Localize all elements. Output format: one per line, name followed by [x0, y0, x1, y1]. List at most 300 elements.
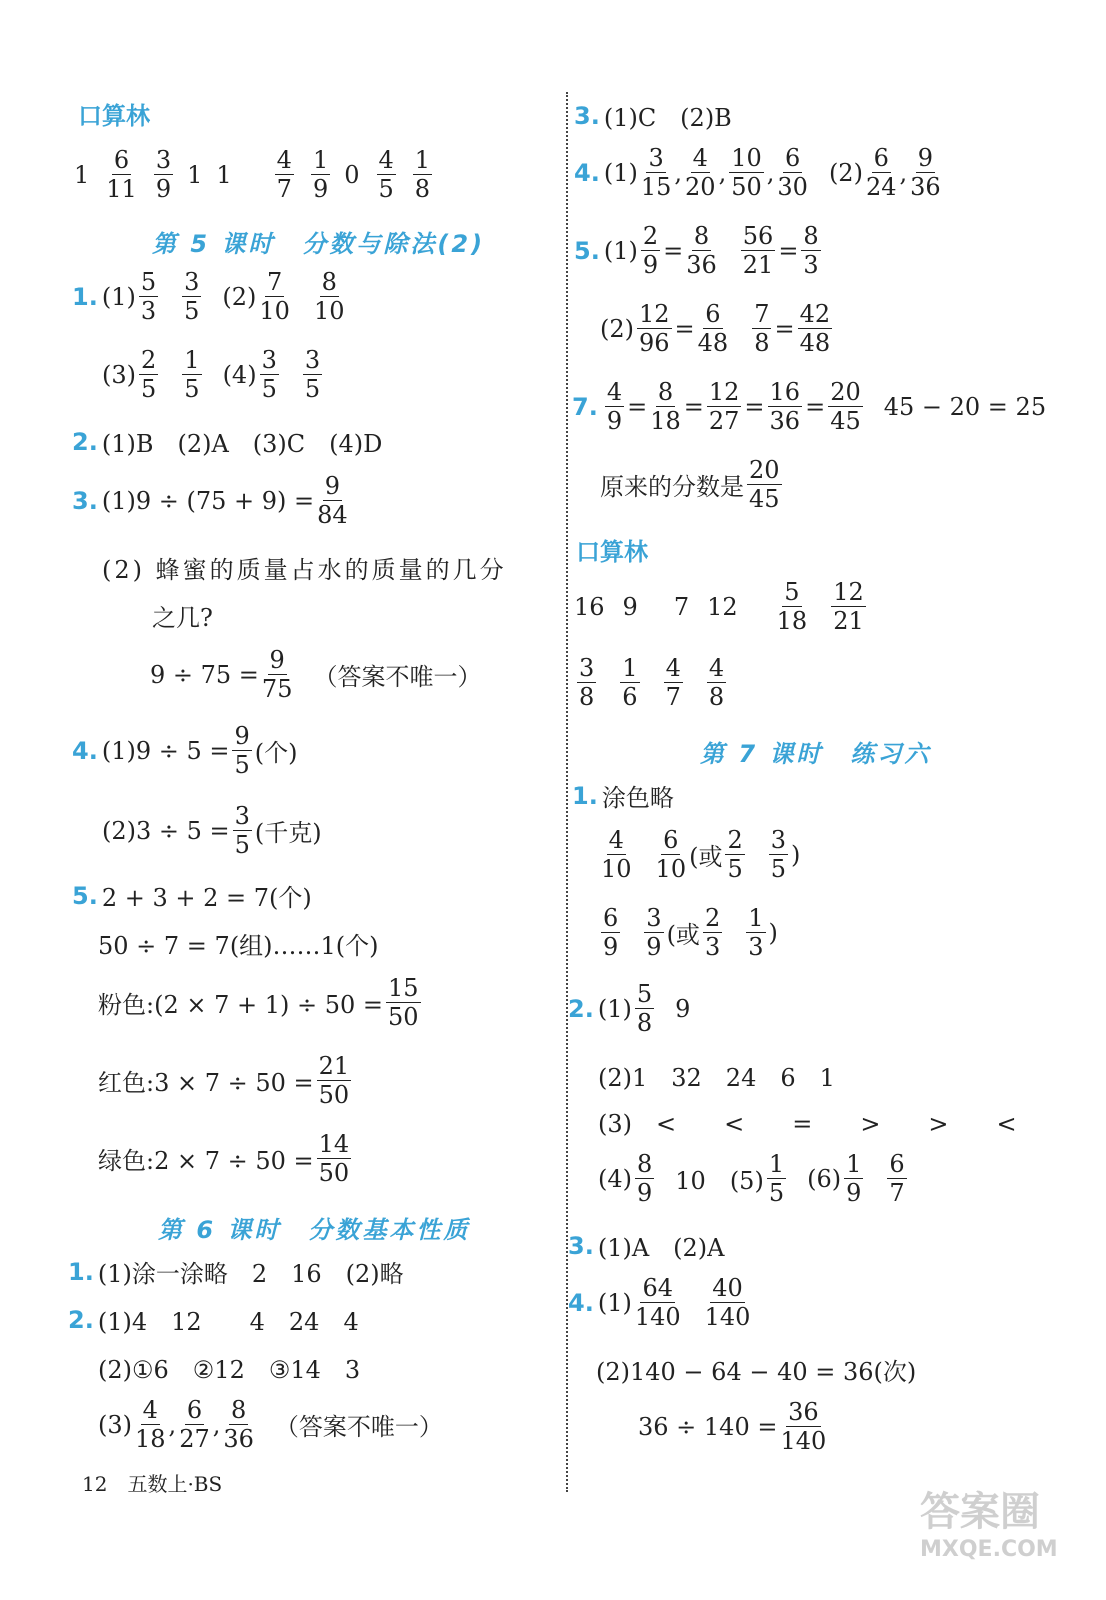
numerator: 6: [663, 826, 679, 854]
fraction: [413, 146, 432, 203]
kousuan-row2: [574, 654, 729, 711]
fraction: [303, 346, 322, 403]
answer-4: 4. (1) $\frac{3}{15}$ , $\frac{4}{20}$ , $\frac{10}{50}$ , $\frac{6}{30}$ (2) $\frac{6}{24}$ , $\frac{9}{36}$: [574, 144, 941, 201]
denominator: 50: [731, 173, 762, 201]
fraction: [801, 222, 820, 279]
answer-4-row2: [102, 802, 322, 859]
denominator: 3: [704, 933, 721, 961]
question-number: 1.: [572, 781, 598, 810]
fraction: [828, 378, 863, 435]
numerator: 3: [646, 904, 662, 932]
practice-4-row2: [596, 1352, 916, 1387]
fraction: [605, 378, 624, 435]
question-number: 2.: [68, 1305, 94, 1334]
fraction: [262, 646, 293, 703]
answer-5-row4: [98, 1052, 354, 1109]
denominator: 15: [640, 173, 672, 201]
numerator: 1: [312, 146, 329, 174]
denominator: 18: [650, 407, 681, 435]
denominator: 48: [799, 329, 831, 357]
answer-1-row2: [102, 346, 325, 403]
answer-text: (个): [254, 739, 298, 767]
numerator: 1: [846, 1150, 862, 1178]
answer-text: (1)A (2)A: [597, 1234, 725, 1262]
lesson6-answer-2-row1: [68, 1302, 359, 1337]
answer-text: (2)3 ÷ 5 =: [102, 816, 230, 845]
numerator: 14: [318, 1130, 350, 1158]
fraction: [698, 300, 729, 357]
denominator: 9: [637, 1179, 653, 1207]
fraction: [317, 1130, 352, 1187]
numerator: 3: [770, 826, 787, 854]
fraction: [386, 974, 421, 1031]
numerator: 64: [642, 1274, 673, 1302]
lesson6-title: 第 6 课时 分数基本性质: [158, 1216, 471, 1244]
denominator: 36: [686, 251, 717, 279]
part-label: (1): [597, 994, 632, 1023]
answer-5-row1: [72, 878, 312, 913]
fraction: [317, 1052, 352, 1109]
numerator: 20: [830, 378, 861, 406]
numerator: 9: [324, 472, 341, 500]
denominator: 7: [665, 683, 681, 711]
answer-text: 绿色:2 × 7 ÷ 50 =: [98, 1147, 314, 1175]
answer-text: (2)1 32 24 6 1: [598, 1064, 835, 1092]
kousuan-item: 16: [574, 592, 605, 621]
numerator: 10: [731, 144, 762, 172]
answer-text: 10 (5): [675, 1167, 764, 1195]
kousuan-item: 12: [707, 592, 738, 621]
denominator: 8: [708, 683, 725, 711]
denominator: 36: [769, 407, 801, 435]
question-number: 3.: [568, 1231, 594, 1260]
numerator: 8: [231, 1396, 247, 1424]
denominator: 3: [748, 933, 764, 961]
denominator: 9: [312, 175, 329, 203]
answer-text: 9: [675, 994, 691, 1023]
answer-text: (1)9 ÷ (75 + 9) =: [101, 486, 315, 515]
fraction: [232, 722, 251, 779]
numerator: 8: [803, 222, 819, 250]
numerator: 12: [708, 378, 740, 406]
answer-5-row2: (2) $\frac{12}{96}$ = $\frac{6}{48}$ $\frac{7}{8}$ = $\frac{42}{48}$: [600, 300, 831, 357]
numerator: 3: [234, 802, 250, 830]
fraction: [635, 980, 654, 1037]
question-number: 2.: [568, 994, 594, 1023]
answer-7-row2: [600, 456, 785, 513]
practice-4-row3: [638, 1398, 829, 1455]
kousuan-heading: 口算林: [78, 102, 150, 130]
answer-text: 涂色略: [601, 784, 674, 812]
question-number: 1.: [68, 1257, 94, 1286]
answer-5-row2: [98, 926, 379, 961]
denominator: 18: [135, 1425, 166, 1453]
fraction: [887, 1150, 906, 1207]
practice-1: [572, 778, 674, 813]
numerator: 40: [712, 1274, 743, 1302]
denominator: 45: [749, 485, 780, 513]
denominator: 5: [234, 751, 250, 779]
part-label: (1): [597, 1288, 632, 1317]
denominator: 10: [313, 297, 345, 325]
answer-3-row1: [72, 472, 351, 529]
practice-4-row1: [568, 1274, 753, 1331]
kousuan-row1: [574, 578, 869, 635]
question-number: 2.: [72, 427, 98, 456]
lesson7-title: 第 7 课时 练习六: [700, 740, 932, 768]
fraction: [635, 1150, 654, 1207]
lesson6-answer-2-row2: [98, 1350, 360, 1385]
denominator: 140: [634, 1303, 681, 1331]
question-number: 5.: [574, 236, 600, 265]
part-label: (3): [102, 360, 136, 389]
fraction: [769, 826, 788, 883]
fraction: [317, 472, 348, 529]
lesson6-answer-1: [68, 1254, 404, 1289]
answer-text: （答案不唯一）: [274, 1413, 443, 1441]
practice-3: [568, 1228, 724, 1263]
fraction: [641, 144, 672, 201]
denominator: 30: [777, 173, 808, 201]
answer-text: (2) 蜂蜜的质量占水的质量的几分: [102, 556, 507, 584]
question-number: 1.: [72, 282, 98, 311]
fraction: [746, 904, 765, 961]
fraction: [182, 346, 201, 403]
numerator: 6: [603, 904, 619, 932]
numerator: 36: [788, 1398, 819, 1426]
numerator: 6: [889, 1150, 905, 1178]
answer-5-row3: [98, 974, 424, 1031]
kousuan-row: [74, 146, 446, 203]
numerator: 5: [636, 980, 653, 1008]
numerator: 2: [727, 826, 743, 854]
denominator: 36: [223, 1425, 254, 1453]
page-footer: 12 五数上·BS: [82, 1472, 223, 1496]
part-label: (2): [222, 282, 257, 311]
fraction: [311, 146, 330, 203]
numerator: 8: [321, 268, 337, 296]
kousuan-item: 1: [74, 160, 90, 189]
numerator: 6: [705, 300, 721, 328]
watermark: [920, 1480, 1058, 1562]
answer-text: (1)涂一涂略 2 16 (2)略: [97, 1260, 404, 1288]
fraction: [179, 1396, 210, 1453]
fraction: [314, 268, 345, 325]
kousuan-item: 1: [187, 160, 203, 189]
numerator: 1: [748, 904, 764, 932]
fraction: [664, 654, 683, 711]
denominator: 96: [639, 329, 670, 357]
part-label: (3): [98, 1410, 132, 1439]
answer-text: (1)B (2)A (3)C (4)D: [101, 430, 383, 458]
numerator: 4: [665, 654, 681, 682]
denominator: 5: [770, 855, 787, 883]
answer-text: （答案不唯一）: [313, 663, 482, 691]
answer-5-row5: [98, 1130, 354, 1187]
kousuan-item: 7: [673, 592, 690, 621]
denominator: 11: [106, 175, 137, 203]
fraction: [866, 144, 897, 201]
answer-text: 45 − 20 = 25: [883, 392, 1047, 421]
fraction: [577, 654, 596, 711]
denominator: 5: [141, 375, 157, 403]
practice-1-row1: $\frac{4}{10}$ $\frac{6}{10}$ (或 $\frac{2}{5}$ $\frac{3}{5}$ ): [601, 826, 801, 883]
fraction: [752, 300, 771, 357]
answer-text: 9 ÷ 75 =: [150, 660, 259, 689]
question-number: 5.: [72, 881, 98, 910]
denominator: 5: [261, 375, 277, 403]
numerator: 4: [692, 144, 708, 172]
kousuan-item: 9: [622, 592, 638, 621]
numerator: 1: [768, 1150, 785, 1178]
fraction: [685, 144, 716, 201]
numerator: 6: [785, 144, 801, 172]
fraction: [601, 904, 620, 961]
answer-5-row1: 5. (1) $\frac{2}{9}$ = $\frac{8}{36}$ $\frac{56}{21}$ = $\frac{8}{3}$: [574, 222, 819, 279]
denominator: 9: [642, 251, 659, 279]
numerator: 8: [637, 1150, 653, 1178]
fraction: [741, 222, 776, 279]
practice-2-row1: [568, 980, 690, 1037]
fraction: [106, 146, 137, 203]
denominator: 75: [261, 675, 293, 703]
denominator: 8: [754, 329, 770, 357]
numerator: 6: [186, 1396, 203, 1424]
fraction: [644, 904, 663, 961]
denominator: 5: [768, 1179, 785, 1207]
answer-text: (或: [666, 921, 700, 949]
watermark-url: MXQE.COM: [920, 1537, 1058, 1562]
denominator: 9: [646, 933, 662, 961]
numerator: 3: [648, 144, 664, 172]
denominator: 27: [708, 407, 740, 435]
answer-text: 之几?: [152, 604, 213, 632]
numerator: 2: [642, 222, 659, 250]
numerator: 2: [704, 904, 721, 932]
fraction: [154, 146, 173, 203]
fraction: [260, 346, 279, 403]
answer-text: (1)4 12 4 24 4: [97, 1308, 359, 1336]
denominator: 8: [414, 175, 431, 203]
answer-text: 2 + 3 + 2 = 7(个): [101, 884, 312, 912]
numerator: 7: [754, 300, 770, 328]
numerator: 1: [184, 346, 200, 374]
denominator: 7: [889, 1179, 905, 1207]
numerator: 42: [799, 300, 831, 328]
fraction: [275, 146, 294, 203]
numerator: 4: [142, 1396, 158, 1424]
answer-3-row3: [152, 598, 213, 633]
denominator: 9: [603, 933, 619, 961]
numerator: 9: [234, 722, 250, 750]
fraction: [910, 144, 941, 201]
denominator: 5: [378, 175, 394, 203]
denominator: 5: [727, 855, 743, 883]
numerator: 21: [318, 1052, 350, 1080]
kousuan-item: 1: [216, 160, 232, 189]
denominator: 9: [846, 1179, 862, 1207]
fraction: [768, 378, 803, 435]
denominator: 3: [803, 251, 819, 279]
numerator: 12: [639, 300, 670, 328]
answer-text: 粉色:(2 × 7 + 1) ÷ 50 =: [98, 991, 383, 1019]
numerator: 4: [608, 826, 624, 854]
question-number: 4.: [568, 1288, 594, 1317]
denominator: 50: [318, 1159, 350, 1187]
fraction: [233, 802, 252, 859]
practice-2-row4: [598, 1150, 910, 1207]
denominator: 140: [704, 1303, 751, 1331]
numerator: 4: [276, 146, 292, 174]
numerator: 3: [155, 146, 172, 174]
numerator: 15: [388, 974, 419, 1002]
answer-text: (3) < < = > > <: [598, 1110, 1017, 1138]
answer-3-row4: [150, 646, 481, 703]
denominator: 50: [388, 1003, 419, 1031]
practice-2-row2: [598, 1058, 835, 1093]
denominator: 10: [601, 855, 632, 883]
fraction: [650, 378, 681, 435]
answer-text: (2)140 − 64 − 40 = 36(次): [596, 1358, 917, 1386]
denominator: 36: [910, 173, 941, 201]
answer-text: (千克): [254, 819, 322, 847]
fraction: [656, 826, 687, 883]
numerator: 8: [693, 222, 710, 250]
denominator: 6: [622, 683, 638, 711]
numerator: 5: [140, 268, 157, 296]
denominator: 8: [579, 683, 595, 711]
fraction: [637, 300, 672, 357]
part-label: (4): [222, 360, 257, 389]
part-label: (2): [600, 314, 634, 343]
denominator: 45: [830, 407, 861, 435]
denominator: 5: [304, 375, 321, 403]
answer-text: (1)C (2)B: [603, 104, 732, 132]
part-label: (1): [101, 282, 136, 311]
numerator: 3: [184, 268, 200, 296]
fraction: [729, 144, 764, 201]
fraction: [777, 578, 808, 635]
numerator: 1: [622, 654, 638, 682]
fraction: [223, 1396, 254, 1453]
denominator: 3: [140, 297, 157, 325]
numerator: 4: [606, 378, 623, 406]
fraction: [641, 222, 660, 279]
numerator: 3: [261, 346, 277, 374]
fraction: [747, 456, 782, 513]
denominator: 140: [780, 1427, 827, 1455]
fraction: [135, 1396, 166, 1453]
denominator: 10: [259, 297, 290, 325]
denominator: 24: [865, 173, 897, 201]
answer-text: 50 ÷ 7 = 7(组)……1(个): [98, 932, 379, 960]
answer-text: 红色:3 × 7 ÷ 50 =: [98, 1069, 314, 1097]
kousuan-item: 0: [344, 160, 360, 189]
fraction: [620, 654, 639, 711]
answer-text: (或: [689, 843, 723, 871]
fraction: [139, 346, 158, 403]
numerator: 6: [113, 146, 130, 174]
numerator: 9: [269, 646, 285, 674]
denominator: 21: [833, 607, 864, 635]
fraction: [377, 146, 396, 203]
fraction: [705, 1274, 751, 1331]
fraction: [780, 1398, 826, 1455]
fraction: [139, 268, 158, 325]
fraction: [182, 268, 201, 325]
numerator: 1: [414, 146, 431, 174]
lesson6-answer-2-row3: (3) $\frac{4}{18}$ , $\frac{6}{27}$ , $\frac{8}{36}$ （答案不唯一）: [98, 1396, 443, 1453]
numerator: 5: [784, 578, 800, 606]
numerator: 6: [873, 144, 889, 172]
fraction: [798, 300, 833, 357]
denominator: 5: [184, 297, 200, 325]
numerator: 16: [769, 378, 801, 406]
fraction: [831, 578, 866, 635]
answer-7-row1: 7. $\frac{4}{9}$ = $\frac{8}{18}$ = $\frac{12}{27}$ = $\frac{16}{36}$ = $\frac{20}{45}$ 45 − 20 = 25: [572, 378, 1047, 435]
denominator: 10: [655, 855, 687, 883]
question-number: 3.: [72, 486, 98, 515]
answer-text: (1)9 ÷ 5 =: [101, 736, 230, 765]
numerator: 4: [708, 654, 725, 682]
practice-1-row2: $\frac{6}{9}$ $\frac{3}{9}$ (或 $\frac{2}{3}$ $\frac{1}{3}$ ): [603, 904, 778, 961]
fraction: [703, 904, 722, 961]
answer-text: 36 ÷ 140 =: [638, 1412, 778, 1441]
answer-2: [72, 424, 382, 459]
denominator: 18: [776, 607, 808, 635]
fraction: [686, 222, 717, 279]
denominator: 20: [685, 173, 716, 201]
part-label: (6): [807, 1164, 842, 1193]
lesson5-title: 第 5 课时 分数与除法(2): [152, 230, 486, 258]
denominator: 84: [317, 501, 348, 529]
fraction: [259, 268, 290, 325]
denominator: 50: [318, 1081, 350, 1109]
denominator: 5: [234, 831, 250, 859]
question-number: 4.: [574, 158, 600, 187]
numerator: 56: [742, 222, 774, 250]
denominator: 8: [636, 1009, 653, 1037]
fraction: [767, 1150, 786, 1207]
fraction: [777, 144, 808, 201]
denominator: 48: [697, 329, 729, 357]
numerator: 4: [378, 146, 394, 174]
part-label: (4): [598, 1164, 632, 1193]
denominator: 5: [184, 375, 200, 403]
denominator: 9: [606, 407, 623, 435]
numerator: 20: [749, 456, 780, 484]
question-number: 7.: [572, 392, 598, 421]
answer-3-row2: [102, 550, 507, 585]
watermark-logo: 答案圈: [920, 1489, 1040, 1535]
answer-4-row1: [72, 722, 297, 779]
numerator: 9: [917, 144, 934, 172]
fraction: [635, 1274, 681, 1331]
numerator: 7: [267, 268, 283, 296]
practice-2-row3: [598, 1104, 1017, 1139]
part-label: (2): [828, 158, 863, 187]
numerator: 12: [833, 578, 864, 606]
denominator: 21: [742, 251, 774, 279]
denominator: 7: [276, 175, 292, 203]
fraction: [844, 1150, 863, 1207]
numerator: 8: [657, 378, 674, 406]
fraction: [601, 826, 632, 883]
numerator: 3: [304, 346, 321, 374]
question-number: 4.: [72, 736, 98, 765]
denominator: 9: [155, 175, 172, 203]
answer-1-row1: [72, 268, 347, 325]
